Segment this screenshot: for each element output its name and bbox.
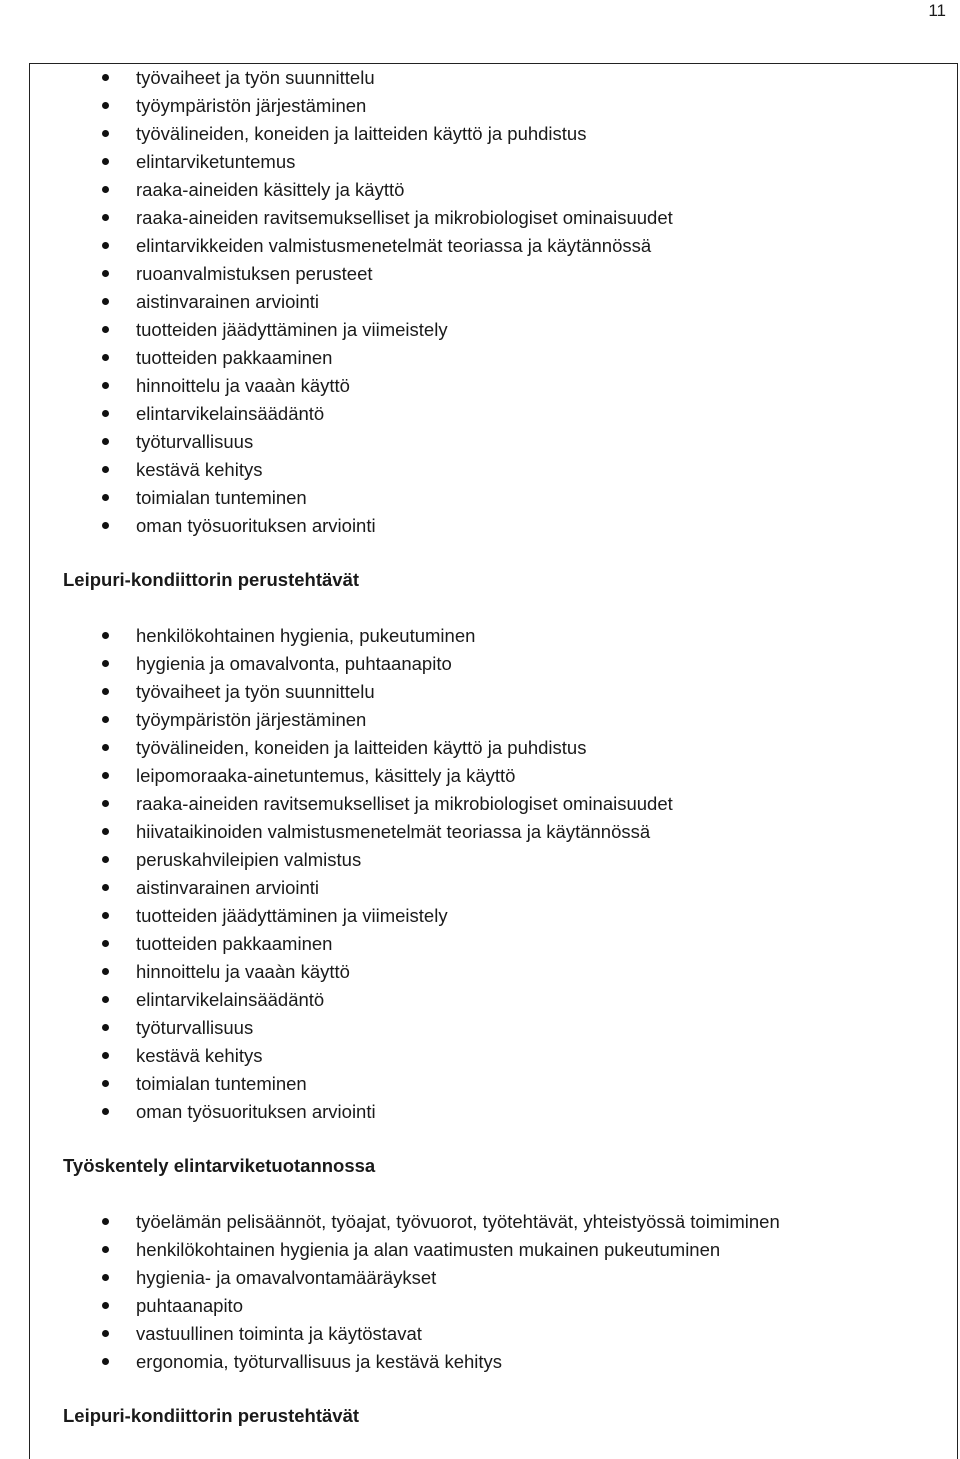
list-item: työvälineiden, koneiden ja laitteiden käyttö ja puhdistus bbox=[63, 734, 943, 762]
bullet-icon bbox=[102, 1274, 109, 1281]
bullet-icon bbox=[102, 298, 109, 305]
list-item: tuotteiden jäädyttäminen ja viimeistely bbox=[63, 902, 943, 930]
bullet-icon bbox=[102, 466, 109, 473]
list-item: työvälineiden, koneiden ja laitteiden käyttö ja puhdistus bbox=[63, 120, 943, 148]
bullet-icon bbox=[102, 270, 109, 277]
bullet-icon bbox=[102, 968, 109, 975]
list-item: tuotteiden pakkaaminen bbox=[63, 930, 943, 958]
list-item: työympäristön järjestäminen bbox=[63, 92, 943, 120]
section3-heading: Työskentely elintarviketuotannossa bbox=[63, 1155, 376, 1176]
list-item: työvaiheet ja työn suunnittelu bbox=[63, 64, 943, 92]
bullet-icon bbox=[102, 716, 109, 723]
bullet-icon bbox=[102, 800, 109, 807]
list-item: raaka-aineiden käsittely ja käyttö bbox=[63, 176, 943, 204]
list-item: elintarvikkeiden valmistusmenetelmät teoriassa ja käytännössä bbox=[63, 232, 943, 260]
document-body bbox=[63, 64, 943, 1430]
bullet-icon bbox=[102, 1302, 109, 1309]
bullet-icon bbox=[102, 214, 109, 221]
bullet-icon bbox=[102, 996, 109, 1003]
list-item: aistinvarainen arviointi bbox=[63, 288, 943, 316]
section4-heading: Leipuri-kondiittorin perustehtävät bbox=[63, 1405, 360, 1426]
bullet-icon bbox=[102, 828, 109, 835]
bullet-icon bbox=[102, 1358, 109, 1365]
bullet-icon bbox=[102, 632, 109, 639]
list-item: hygienia ja omavalvonta, puhtaanapito bbox=[63, 650, 943, 678]
list-item: peruskahvileipien valmistus bbox=[63, 846, 943, 874]
bullet-icon bbox=[102, 912, 109, 919]
bullet-icon bbox=[102, 1080, 109, 1087]
section3-list bbox=[63, 1208, 943, 1376]
bullet-icon bbox=[102, 326, 109, 333]
list-item: toimialan tunteminen bbox=[63, 484, 943, 512]
bullet-icon bbox=[102, 410, 109, 417]
list-item: tuotteiden pakkaaminen bbox=[63, 344, 943, 372]
page-number: 11 bbox=[928, 1, 946, 20]
list-item: kestävä kehitys bbox=[63, 1042, 943, 1070]
bullet-icon bbox=[102, 158, 109, 165]
bullet-icon bbox=[102, 382, 109, 389]
bullet-icon bbox=[102, 186, 109, 193]
list-item: elintarviketuntemus bbox=[63, 148, 943, 176]
list-item: tuotteiden jäädyttäminen ja viimeistely bbox=[63, 316, 943, 344]
bullet-icon bbox=[102, 1052, 109, 1059]
list-item: hinnoittelu ja vaaàn käyttö bbox=[63, 372, 943, 400]
bullet-icon bbox=[102, 856, 109, 863]
list-item: toimialan tunteminen bbox=[63, 1070, 943, 1098]
list-item: aistinvarainen arviointi bbox=[63, 874, 943, 902]
list-item: kestävä kehitys bbox=[63, 456, 943, 484]
bullet-icon bbox=[102, 354, 109, 361]
bullet-icon bbox=[102, 884, 109, 891]
list-item: hiivataikinoiden valmistusmenetelmät teoriassa ja käytännössä bbox=[63, 818, 943, 846]
list-item: hinnoittelu ja vaaàn käyttö bbox=[63, 958, 943, 986]
list-item: ergonomia, työturvallisuus ja kestävä kehitys bbox=[63, 1348, 943, 1376]
bullet-icon bbox=[102, 74, 109, 81]
bullet-icon bbox=[102, 940, 109, 947]
list-item: oman työsuorituksen arviointi bbox=[63, 512, 943, 540]
list-item: työympäristön järjestäminen bbox=[63, 706, 943, 734]
bullet-icon bbox=[102, 494, 109, 501]
section1-list bbox=[63, 64, 943, 540]
list-item: elintarvikelainsäädäntö bbox=[63, 400, 943, 428]
list-item: työvaiheet ja työn suunnittelu bbox=[63, 678, 943, 706]
bullet-icon bbox=[102, 242, 109, 249]
bullet-icon bbox=[102, 438, 109, 445]
bullet-icon bbox=[102, 130, 109, 137]
list-item: puhtaanapito bbox=[63, 1292, 943, 1320]
list-item: raaka-aineiden ravitsemukselliset ja mikrobiologiset ominaisuudet bbox=[63, 790, 943, 818]
list-item: työturvallisuus bbox=[63, 1014, 943, 1042]
bullet-icon bbox=[102, 522, 109, 529]
bullet-icon bbox=[102, 744, 109, 751]
list-item: työturvallisuus bbox=[63, 428, 943, 456]
bullet-icon bbox=[102, 660, 109, 667]
list-item: elintarvikelainsäädäntö bbox=[63, 986, 943, 1014]
list-item: vastuullinen toiminta ja käytöstavat bbox=[63, 1320, 943, 1348]
list-item: henkilökohtainen hygienia ja alan vaatimusten mukainen pukeutuminen bbox=[63, 1236, 943, 1264]
bullet-icon bbox=[102, 102, 109, 109]
list-item: hygienia- ja omavalvontamääräykset bbox=[63, 1264, 943, 1292]
section2-list bbox=[63, 622, 943, 1126]
list-item: oman työsuorituksen arviointi bbox=[63, 1098, 943, 1126]
bullet-icon bbox=[102, 1218, 109, 1225]
list-item: henkilökohtainen hygienia, pukeutuminen bbox=[63, 622, 943, 650]
section2-heading: Leipuri-kondiittorin perustehtävät bbox=[63, 569, 360, 590]
list-item: leipomoraaka-ainetuntemus, käsittely ja käyttö bbox=[63, 762, 943, 790]
list-item: raaka-aineiden ravitsemukselliset ja mikrobiologiset ominaisuudet bbox=[63, 204, 943, 232]
list-item: työelämän pelisäännöt, työajat, työvuorot, työtehtävät, yhteistyössä toimiminen bbox=[63, 1208, 943, 1236]
bullet-icon bbox=[102, 688, 109, 695]
bullet-icon bbox=[102, 1246, 109, 1253]
bullet-icon bbox=[102, 772, 109, 779]
bullet-icon bbox=[102, 1330, 109, 1337]
bullet-icon bbox=[102, 1108, 109, 1115]
list-item: ruoanvalmistuksen perusteet bbox=[63, 260, 943, 288]
bullet-icon bbox=[102, 1024, 109, 1031]
